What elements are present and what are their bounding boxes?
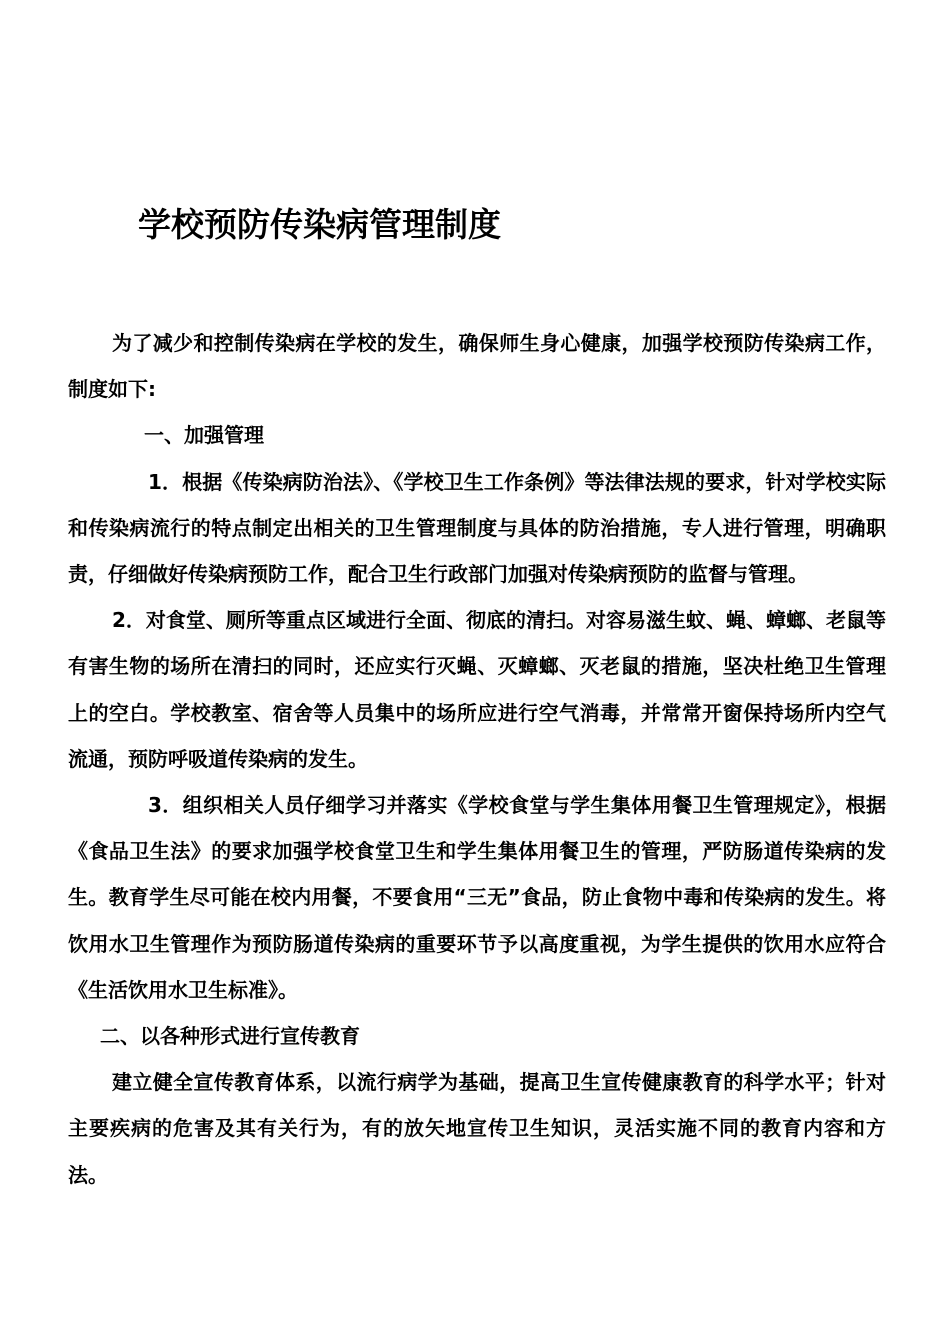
management-item-3: 3．组织相关人员仔细学习并落实《学校食堂与学生集体用餐卫生管理规定》，根据《食品卫生法》的要求加强学校食堂卫生和学生集体用餐卫生的管理，严防肠道传染病的发生。教育学生尽可能在校内用餐，不要食用“三无”食品，防止食物中毒和传染病的发生。将饮用水卫生管理作为预防肠道传染病的重要环节予以高度重视，为学生提供的饮用水应符合《生活饮用水卫生标准》。 bbox=[68, 793, 886, 1002]
document-title: 学校预防传染病管理制度 bbox=[138, 205, 501, 244]
section-heading-management: 一、加强管理 bbox=[144, 423, 264, 448]
education-paragraph: 建立健全宣传教育体系，以流行病学为基础，提高卫生宣传健康教育的科学水平；针对主要疾病的危害及其有关行为，有的放矢地宣传卫生知识，灵活实施不同的教育内容和方法。 bbox=[68, 1070, 886, 1187]
management-item-2: 2．对食堂、厕所等重点区域进行全面、彻底的清扫。对容易滋生蚊、蝇、蟑螂、老鼠等有害生物的场所在清扫的同时，还应实行灭蝇、灭蟑螂、灭老鼠的措施，坚决杜绝卫生管理上的空白。学校教室、宿舍等人员集中的场所应进行空气消毒，并常常开窗保持场所内空气流通，预防呼吸道传染病的发生。 bbox=[68, 608, 886, 771]
document-body bbox=[68, 320, 886, 1198]
intro-paragraph: 为了减少和控制传染病在学校的发生，确保师生身心健康，加强学校预防传染病工作，制度如下: bbox=[68, 331, 886, 402]
management-item-1: 1．根据《传染病防治法》、《学校卫生工作条例》等法律法规的要求，针对学校实际和传染病流行的特点制定出相关的卫生管理制度与具体的防治措施，专人进行管理，明确职责，仔细做好传染病预防工作，配合卫生行政部门加强对传染病预防的监督与管理。 bbox=[68, 469, 886, 587]
section-heading-education: 二、以各种形式进行宣传教育 bbox=[100, 1024, 360, 1049]
